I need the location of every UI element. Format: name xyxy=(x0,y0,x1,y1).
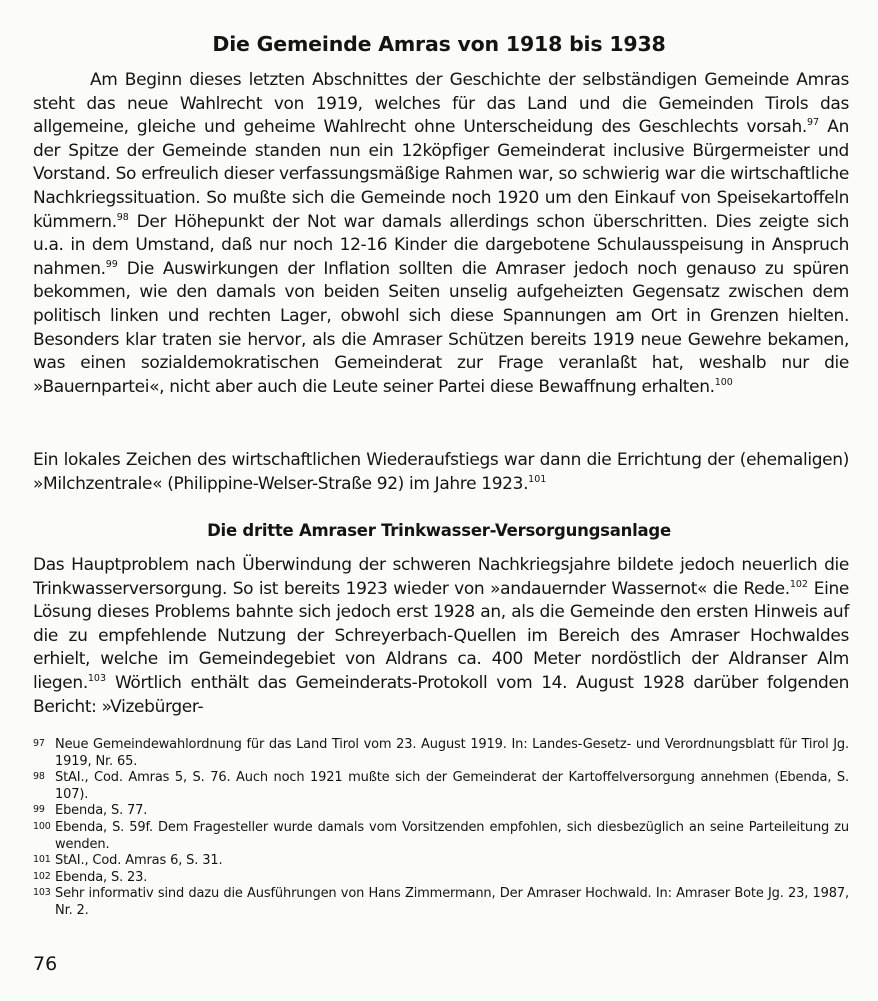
paragraph-2 xyxy=(33,449,849,496)
footnote-number: 99 xyxy=(33,804,45,816)
text-run: Am Beginn dieses letzten Abschnittes der Geschichte der selbständigen Gemeinde Amras steht das neue Wahlrecht von 1919, welches für das Land und die Gemeinden Tirols das allgemeine, gleiche und geheime Wahlrecht ohne Unterscheidung des Geschlechts vorsah. xyxy=(33,70,849,138)
text-run: Eine Lösung dieses Problems bahnte sich jedoch erst 1928 an, als die Gemeinde den ersten Hinweis auf die zu empfehlende Nutzung der Schreyerbach-Quellen im Bereich des Amraser Hochwaldes erhielt, welche im Gemeindegebiet von Aldrans ca. 400 Meter nordöstlich der Aldranser Alm liegen. xyxy=(33,578,849,693)
footnote-number: 102 xyxy=(33,870,51,882)
footnote-marker: 100 xyxy=(714,376,733,388)
footnote xyxy=(33,853,849,870)
footnote-number: 103 xyxy=(33,887,51,899)
footnote-text: Ebenda, S. 59f. Dem Fragesteller wurde damals vom Vorsitzenden empfohlen, sich diesbezüglich an seine Parteileitung zu wenden. xyxy=(55,819,849,852)
text-run: Ein lokales Zeichen des wirtschaftlichen Wiederaufstiegs war dann die Errichtung der (ehemaligen) »Milchzentrale« (Philippine-Welser-Straße 92) im Jahre 1923. xyxy=(33,450,849,494)
footnote-marker: 102 xyxy=(789,578,808,590)
footnote-text: Ebenda, S. 77. xyxy=(55,803,148,819)
text-run: An der Spitze der Gemeinde standen nun ein 12köpfiger Gemeinderat inclusive Bürgermeister und Vorstand. So erfreulich dieser verfassungsmäßige Rahmen war, so schwierig war die wirtschaftliche Nachkriegssituation. So mußte sich die Gemeinde noch 1920 um den Einkauf von Speisekartoffeln kümmern. xyxy=(33,117,849,232)
footnote xyxy=(33,737,849,770)
footnote-marker: 98 xyxy=(116,211,129,223)
text-run: Wörtlich enthält das Gemeinderats-Protokoll vom 14. August 1928 darüber folgenden Bericht: »Vizebürger- xyxy=(33,672,849,717)
footnote-number: 100 xyxy=(33,820,51,832)
footnote xyxy=(33,820,849,853)
footnote-number: 101 xyxy=(33,854,51,866)
footnote-marker: 103 xyxy=(87,672,107,684)
text-run: Das Hauptproblem nach Überwindung der schweren Nachkriegsjahre bildete jedoch neuerlich die Trinkwasserversorgung. So ist bereits 1923 wieder von »andauernder Wassernot« die Rede. xyxy=(33,555,849,599)
footnote-marker: 97 xyxy=(806,117,820,129)
section-subheading: Die dritte Amraser Trinkwasser-Versorgungsanlage xyxy=(207,521,671,540)
footnotes xyxy=(33,737,849,920)
text-run: Die Auswirkungen der Inflation sollten die Amraser jedoch noch genauso zu spüren bekommen, wie den damals von beiden Seiten unselig aufgeheizten Gegensatz zwischen dem politisch linken und rechten Lager, obwohl sich diese Spannungen am Ort in Grenzen hielten. Besonders klar traten sie hervor, als die Amraser Schützen bereits 1919 neue Gewehre bekamen, was einen sozialdemokratischen Gemeinderat zur Frage veranlaßt hat, weshalb nur die »Bauernpartei«, nicht aber auch die Leute seiner Partei diese Bewaffnung erhalten. xyxy=(33,258,849,397)
footnote xyxy=(33,886,849,919)
footnote xyxy=(33,770,849,803)
footnote-number: 97 xyxy=(33,738,45,749)
footnote-text: Neue Gemeindewahlordnung für das Land Tirol vom 23. August 1919. In: Landes-Gesetz- und Verordnungsblatt für Tirol Jg. 1919, Nr. 65. xyxy=(55,737,849,769)
footnote-text: StAI., Cod. Amras 5, S. 76. Auch noch 1921 mußte sich der Gemeinderat der Kartoffelversorgung annehmen (Ebenda, S. 107). xyxy=(55,770,849,802)
footnote-text: Ebenda, S. 23. xyxy=(55,869,148,885)
footnote-marker: 99 xyxy=(105,258,118,270)
page-number: 76 xyxy=(33,953,58,975)
page-title: Die Gemeinde Amras von 1918 bis 1938 xyxy=(212,32,666,56)
footnote-marker: 101 xyxy=(528,473,547,485)
footnote xyxy=(33,870,849,887)
text-run: Der Höhepunkt der Not war damals allerdings schon überschritten. Dies zeigte sich u.a. in dem Umstand, daß nur noch 12-16 Kinder die dargebotene Schulausspeisung in Anspruch nahmen. xyxy=(33,211,849,279)
footnote-number: 98 xyxy=(33,771,45,783)
footnote-text: StAI., Cod. Amras 6, S. 31. xyxy=(55,853,223,869)
footnote-text: Sehr informativ sind dazu die Ausführungen von Hans Zimmermann, Der Amraser Hochwald. In: Amraser Bote Jg. 23, 1987, Nr. 2. xyxy=(55,886,849,918)
paragraph-1 xyxy=(33,69,849,399)
footnote xyxy=(33,803,849,820)
paragraph-3 xyxy=(33,554,849,719)
